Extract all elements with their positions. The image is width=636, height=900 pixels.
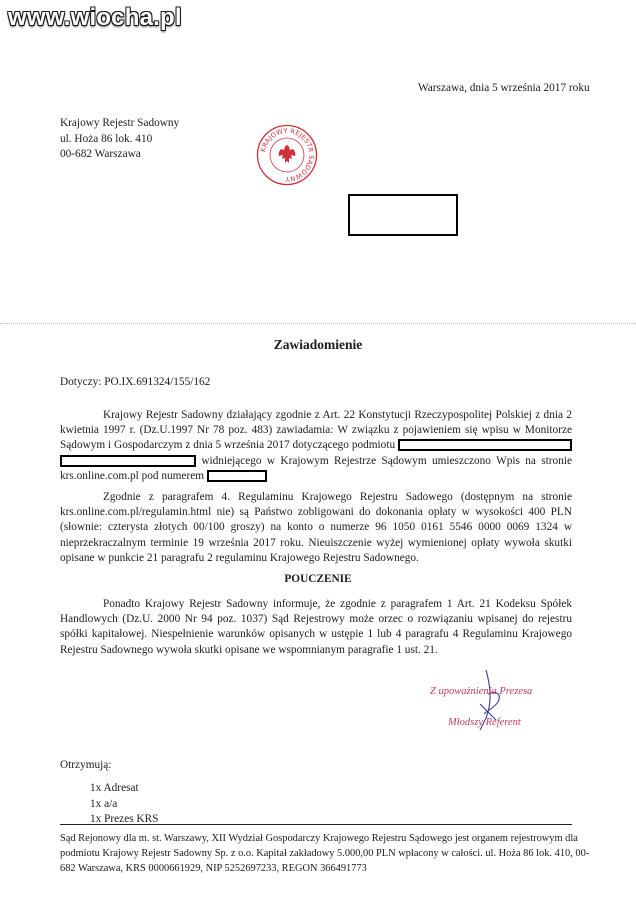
sender-street: ul. Hoża 86 lok. 410 — [60, 132, 153, 145]
seal-stamp-icon — [256, 124, 318, 186]
redacted-entity-name-cont — [60, 455, 196, 467]
recipient-item: 1x Prezes KRS — [90, 813, 159, 825]
date-line: Warszawa, dnia 5 września 2017 roku — [418, 82, 590, 94]
watermark: www.wiocha.pl — [8, 4, 182, 31]
document-title: Zawiadomienie — [273, 337, 363, 352]
recipient-item: 1x a/a — [90, 797, 118, 810]
redacted-entity-name — [398, 439, 572, 451]
svg-text:KRAJOWY REJESTR SĄDOWNY: KRAJOWY REJESTR SĄDOWNY — [259, 126, 316, 184]
signature-line-2: Młodszy Referent — [448, 717, 521, 728]
recipients-list — [90, 781, 158, 828]
signature-line-1: Z upoważnienia Prezesa — [430, 686, 533, 697]
recipients-label: Otrzymują: — [60, 759, 112, 771]
footer-text: Sąd Rejonowy dla m. st. Warszawy, XII Wydział Gospodarczy Krajowego Rejestru Sądowego jest organem rejestrowym dla podmiotu Krajowy Rejestr Sadowny Sp. z o.o. Kapitał zakładowy 5.000,00 PLN wpłacony w całości. ul. Hoża 86 lok. 410, 00-682 Warszawa, KRS 0000661929, NIP 5252697233, REGON 366491773 — [60, 833, 590, 875]
sender-name: Krajowy Rejestr Sadowny — [60, 117, 180, 129]
paragraph-instruction: Ponadto Krajowy Rejestr Sadowny informuje, że zgodnie z paragrafem 1 Art. 21 Kodeksu Spółek Handlowych (Dz.U. 2000 Nr 94 poz. 1037) Sąd Rejestrowy może orzec o rozwiązaniu wpisanej do rejestru spółki kapitałowej. Niespełnienie warunków opisanych w ustępie 1 lub 4 paragrafu 4 Regulaminu Krajowego Rejestru Sadownego wywoła skutki opisane we wspomnianym paragrafie 1 ust. 21. — [60, 598, 572, 656]
redacted-entry-number — [207, 470, 267, 482]
sender-city: 00-682 Warszawa — [60, 148, 141, 160]
reference-line: Dotyczy: PO.IX.691324/155/162 — [60, 376, 211, 388]
paragraph-payment: Zgodnie z paragrafem 4. Regulaminu Krajowego Rejestru Sadowego (dostępnym na stronie krs.online.com.pl/regulamin.html nie) są Państwo zobligowani do dokonania opłaty w wysokości 400 PLN (słownie: czterysta złotych 00/100 groszy) na konto o numerze 96 1050 0161 5546 0000 0069 1324 w nieprzekraczalnym terminie 19 września 2017 roku. Nieuiszczenie wyżej wymienionej opłaty wywoła skutki opisane w punkcie 21 paragrafu 2 regulaminu Krajowego Rejestru Sadownego. — [60, 491, 572, 564]
sender-address — [60, 116, 179, 163]
redacted-recipient-block — [348, 194, 458, 236]
pouczenie-heading: POUCZENIE — [284, 573, 352, 585]
recipient-item: 1x Adresat — [90, 782, 139, 794]
footer-divider — [60, 824, 572, 825]
fold-line — [0, 323, 636, 324]
paragraph-notice-part1: Krajowy Rejestr Sadowny działający zgodnie z Art. 22 Konstytucji Rzeczypospolitej Polskiej z dnia 2 kwietnia 1997 r. (Dz.U.1997 Nr 78 poz. 483) zawiadamia: W związku z pojawieniem się wpisu w Monitorze Sądowym i Gospodarczym z dnia 5 września 2017 dotyczącego podmiotu — [60, 409, 572, 452]
paragraph-notice — [60, 408, 572, 484]
paragraph-notice-part2: widniejącego w Krajowym Rejestrze Sądowym umieszczono Wpis na stronie krs.online.com.pl pod numerem — [60, 454, 572, 482]
